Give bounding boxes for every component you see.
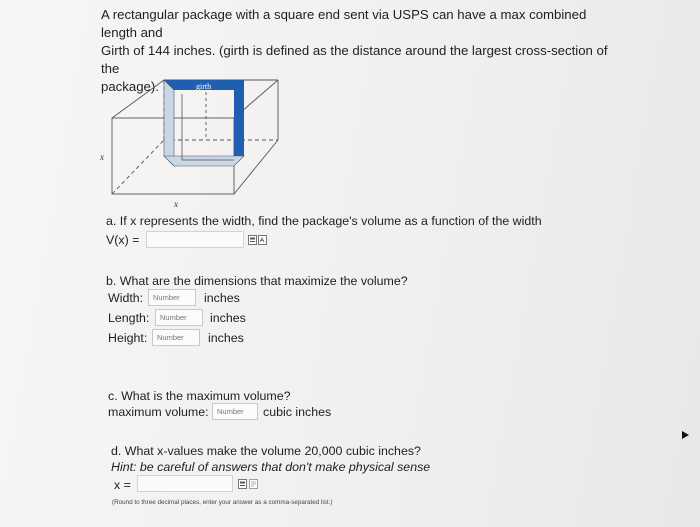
part-a-label: V(x) = [106,233,140,247]
x-values-input[interactable] [137,475,233,492]
equation-editor-icon[interactable] [258,235,267,245]
height-input[interactable]: Number [152,329,200,346]
problem-line-1: A rectangular package with a square end sent via USPS can have a max combined length and [101,7,587,40]
width-unit: inches [204,291,240,305]
document-icon-d[interactable] [249,479,258,489]
part-b-question: b. What are the dimensions that maximize the volume? [106,274,408,288]
x-bottom-label: x [174,199,178,209]
package-diagram-svg [94,60,284,210]
height-unit: inches [208,331,244,345]
x-side-label: x [100,152,104,162]
rounding-note: (Round to three decimal places, enter your answer as a comma-separated list.) [112,499,333,506]
width-label: Width: [108,291,144,305]
part-a-question: a. If x represents the width, find the package's volume as a function of the width [106,214,542,228]
length-input[interactable]: Number [155,309,203,326]
part-c-question: c. What is the maximum volume? [108,389,291,403]
cursor-icon [682,431,690,439]
width-input[interactable]: Number [148,289,196,306]
girth-label: girth [196,82,212,91]
preview-icon[interactable] [248,235,257,245]
preview-icon-d[interactable] [238,479,247,489]
max-volume-unit: cubic inches [263,405,332,419]
girth-right-band [234,80,244,166]
height-label: Height: [108,331,148,345]
length-unit: inches [210,311,246,325]
length-label: Length: [108,311,150,325]
x-equals-label: x = [114,478,131,492]
problem-line-3: package). [101,79,159,94]
max-volume-label: maximum volume: [108,405,209,419]
problem-line-2: Girth of 144 inches. (girth is defined as the distance around the largest cross-section of the [101,43,608,76]
part-d-question: d. What x-values make the volume 20,000 cubic inches? [111,444,421,458]
girth-ring [164,80,244,166]
part-d-hint: Hint: be careful of answers that don't make physical sense [111,460,431,474]
max-volume-input[interactable]: Number [212,403,258,420]
volume-function-input[interactable] [146,231,244,248]
girth-bottom-band [164,156,244,166]
girth-left-band [164,80,174,166]
package-diagram [94,60,284,210]
